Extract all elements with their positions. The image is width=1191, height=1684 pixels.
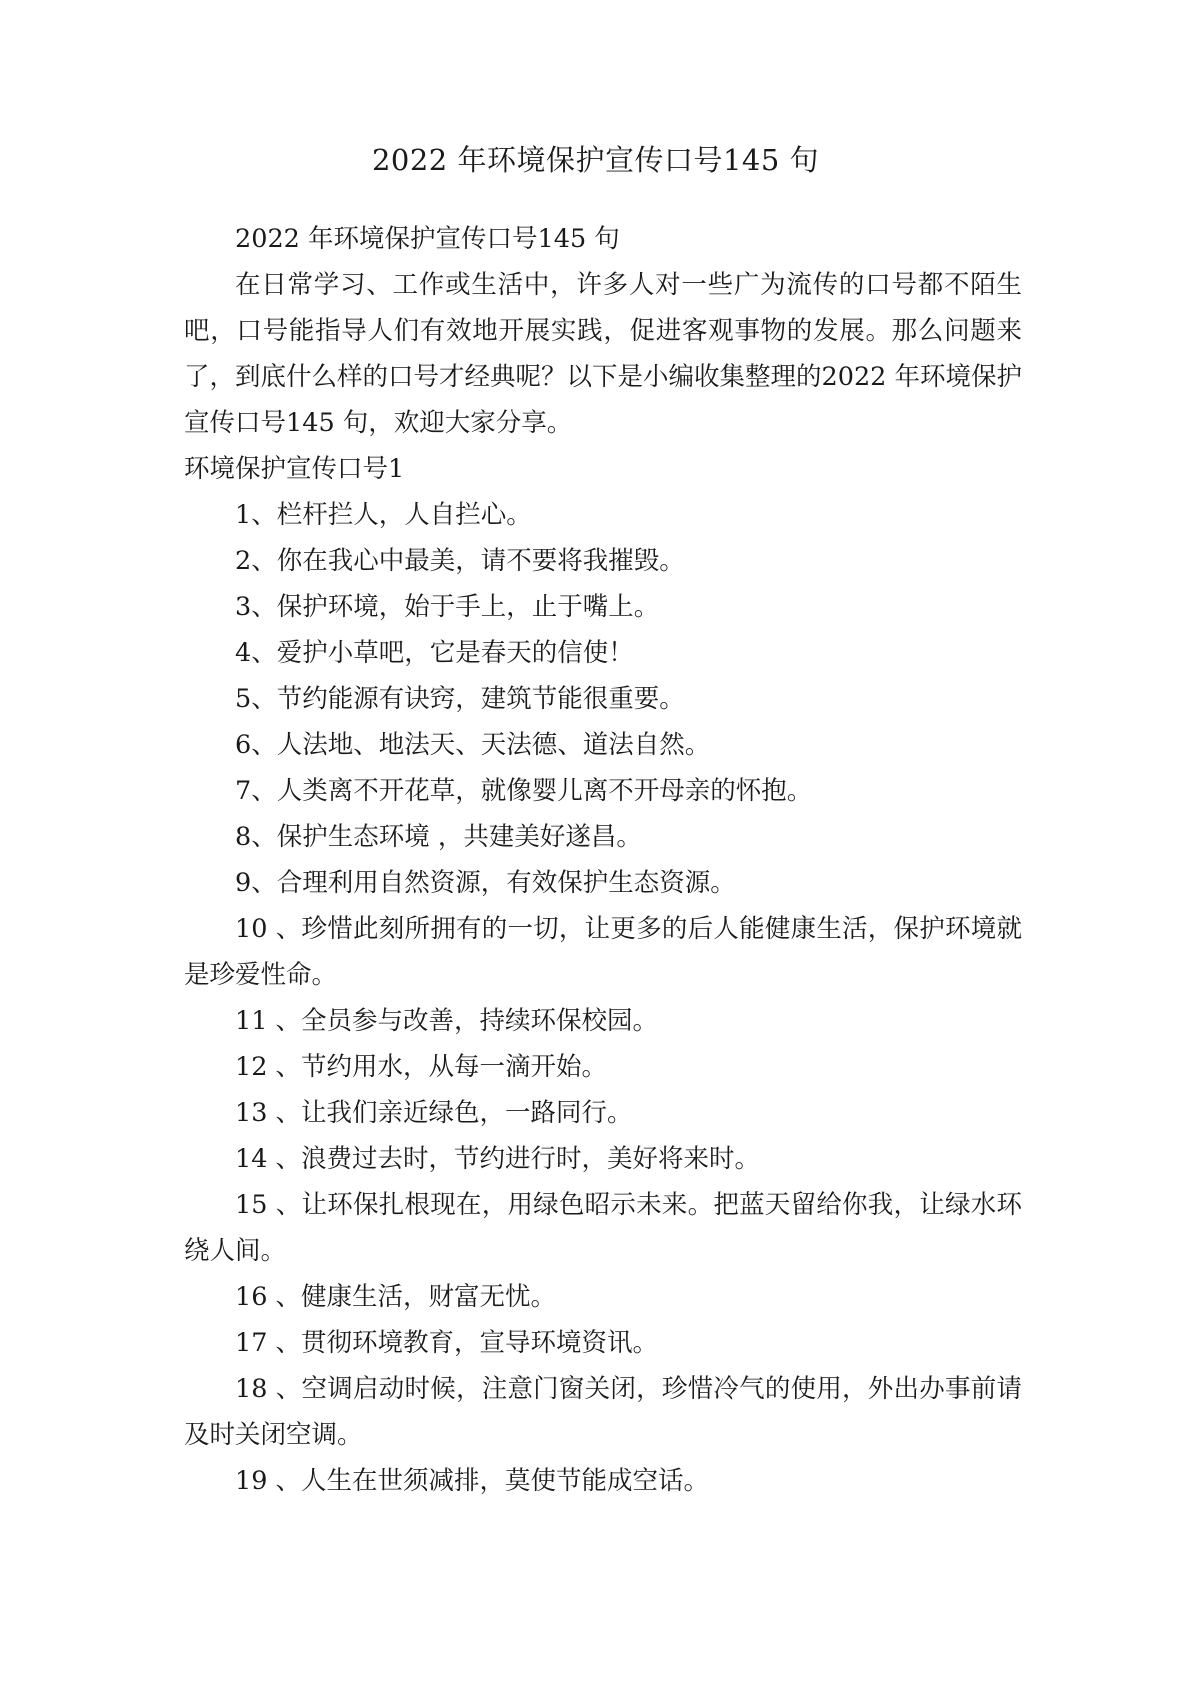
slogan-item: 1、栏杆拦人，人自拦心。 [235,500,532,530]
slogan-item: 13 、让我们亲近绿色，一路同行。 [235,1098,633,1128]
section-heading: 环境保护宣传口号1 [184,454,405,484]
slogan-item: 6、人法地、地法天、天法德、道法自然。 [235,730,711,760]
slogan-item: 15 、让环保扎根现在，用绿色昭示未来。把蓝天留给你我，让绿水环绕人间。 [184,1190,1022,1266]
slogan-item: 16 、健康生活，财富无忧。 [235,1282,557,1312]
slogan-item: 19 、人生在世须减排，莫使节能成空话。 [235,1466,710,1496]
slogan-item: 7、人类离不开花草，就像婴儿离不开母亲的怀抱。 [235,776,813,806]
slogan-item: 4、爱护小草吧，它是春天的信使！ [235,638,634,668]
slogan-item: 8、保护生态环境 ，共建美好遂昌。 [235,822,642,852]
slogan-item: 11 、全员参与改善，持续环保校园。 [235,1006,659,1036]
slogan-item: 9、合理利用自然资源，有效保护生态资源。 [235,868,736,898]
slogan-item: 14 、浪费过去时，节约进行时，美好将来时。 [235,1144,761,1174]
slogan-item: 12 、节约用水，从每一滴开始。 [235,1052,608,1082]
document-body [184,216,1022,1504]
slogan-item: 3、保护环境，始于手上，止于嘴上。 [235,592,660,622]
slogan-item: 10 、珍惜此刻所拥有的一切，让更多的后人能健康生活，保护环境就是珍爱性命。 [184,914,1022,990]
slogan-item: 17 、贯彻环境教育，宣导环境资讯。 [235,1328,659,1358]
slogan-item: 2、你在我心中最美，请不要将我摧毁。 [235,546,685,576]
slogan-item: 5、节约能源有诀窍，建筑节能很重要。 [235,684,685,714]
intro-paragraph: 在日常学习、工作或生活中，许多人对一些广为流传的口号都不陌生吧，口号能指导人们有效地开展实践，促进客观事物的发展。那么问题来了，到底什么样的口号才经典呢？以下是小编收集整理的2022 年环境保护宣传口号145 句，欢迎大家分享。 [184,270,1023,438]
document-title: 2022 年环境保护宣传口号145 句 [371,143,820,177]
document-subtitle: 2022 年环境保护宣传口号145 句 [235,224,620,254]
slogan-item: 18 、空调启动时候，注意门窗关闭，珍惜冷气的使用，外出办事前请及时关闭空调。 [184,1374,1022,1450]
